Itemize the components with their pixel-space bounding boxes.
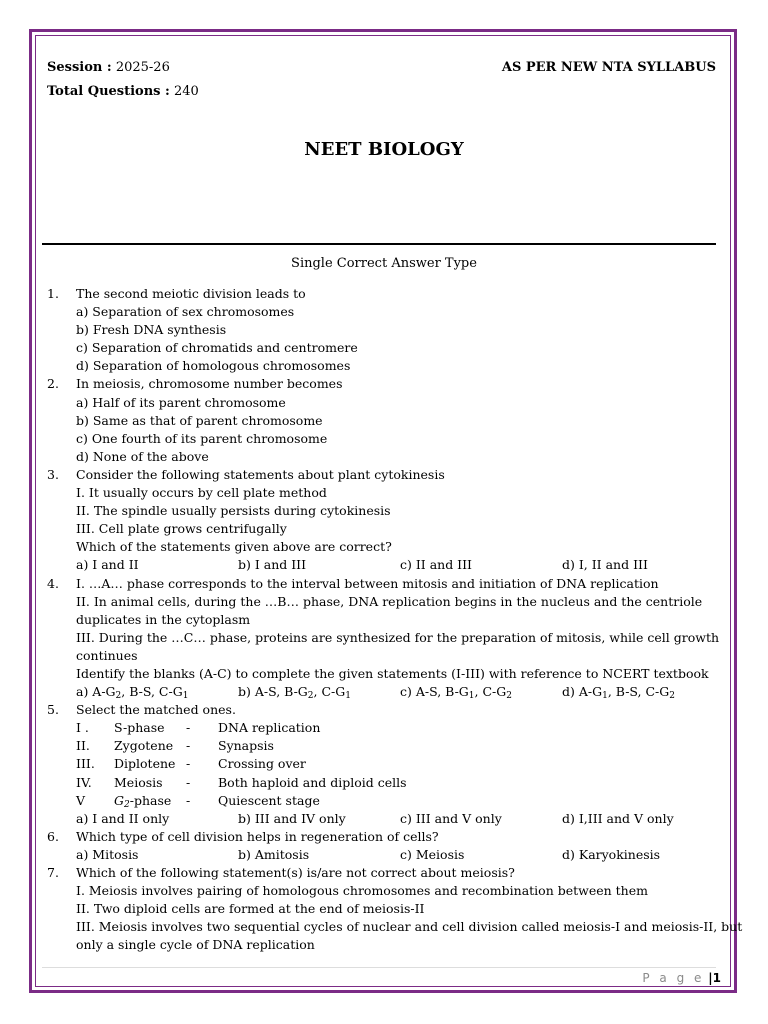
match-cell: Diplotene: [114, 756, 176, 772]
answer-option: b) Fresh DNA synthesis: [76, 322, 227, 338]
answer-option: d) I,III and V only: [562, 810, 674, 826]
match-row: [47, 719, 727, 737]
question-list: [47, 285, 743, 954]
total-questions-label: Total Questions :: [47, 84, 170, 99]
match-cell: II.: [76, 738, 90, 754]
question-text: continues: [76, 647, 138, 663]
match-cell: $G_2$-phase: [114, 792, 172, 810]
match-cell: -: [186, 738, 191, 754]
answer-option: c) One fourth of its parent chromosome: [76, 430, 328, 446]
question-text: I. …A… phase corresponds to the interval between mitosis and initiation of DNA replication: [76, 575, 659, 591]
question-4: [47, 575, 727, 702]
syllabus-note: AS PER NEW NTA SYLLABUS: [501, 60, 716, 75]
question-text: Identify the blanks (A-C) to complete the given statements (I-III) with reference to NCERT textbook: [76, 665, 709, 681]
match-row: [47, 774, 727, 792]
question-number: 3.: [47, 466, 59, 482]
answer-option: d) None of the above: [76, 448, 209, 464]
question-text: Which of the statements given above are correct?: [76, 539, 392, 555]
answer-option: a) I and II only: [76, 810, 170, 826]
question-text: Which type of cell division helps in regeneration of cells?: [76, 828, 439, 844]
question-text: duplicates in the cytoplasm: [76, 611, 251, 627]
question-text: II. In animal cells, during the …B… phase, DNA replication begins in the nucleus and the centriole: [76, 593, 703, 609]
question-text: I. Meiosis involves pairing of homologous chromosomes and recombination between them: [76, 883, 648, 899]
answer-option: c) A-S, $B-G_1$, $C-G_2$: [400, 684, 512, 702]
question-text: I. It usually occurs by cell plate method: [76, 485, 327, 501]
answer-options-row: [47, 683, 727, 701]
answer-option: a) Half of its parent chromosome: [76, 394, 286, 410]
answer-option: d) Karyokinesis: [562, 846, 661, 862]
answer-option: c) Meiosis: [400, 846, 465, 862]
match-cell: I .: [76, 720, 89, 736]
match-row: [47, 737, 727, 755]
answer-options-row: [47, 810, 727, 828]
document-title: NEET BIOLOGY: [304, 139, 464, 160]
page-number: 1: [712, 971, 721, 985]
answer-option: c) III and V only: [400, 810, 502, 826]
match-cell: -: [186, 792, 191, 808]
question-5: [47, 701, 727, 828]
answer-option: a) $A-G_2$, B-S, $C-G_1$: [76, 684, 189, 702]
answer-option: d) I, II and III: [562, 557, 648, 573]
question-text: II. Two diploid cells are formed at the end of meiosis-II: [76, 901, 425, 917]
answer-option: b) I and III: [238, 557, 307, 573]
answer-option: d) $A-G_1$, B-S, $C-G_2$: [562, 684, 675, 702]
answer-option: a) Separation of sex chromosomes: [76, 304, 295, 320]
match-row: [47, 792, 727, 810]
session-label: Session :: [47, 60, 112, 75]
question-text: III. Cell plate grows centrifugally: [76, 521, 287, 537]
question-number: 4.: [47, 575, 59, 591]
question-text: Select the matched ones.: [76, 702, 236, 718]
total-questions-info: [47, 84, 199, 99]
match-cell: IV.: [76, 774, 92, 790]
match-cell: Both haploid and diploid cells: [218, 774, 407, 790]
question-text: Which of the following statement(s) is/are not correct about meiosis?: [76, 865, 515, 880]
question-2: [47, 375, 727, 465]
answer-option: c) II and III: [400, 557, 472, 573]
question-text: The second meiotic division leads to: [76, 286, 306, 301]
match-cell: S-phase: [114, 720, 165, 736]
match-cell: Zygotene: [114, 738, 174, 754]
match-cell: Synapsis: [218, 738, 274, 754]
question-3: [47, 466, 727, 575]
session-info: [47, 60, 170, 75]
match-cell: V: [76, 792, 86, 808]
answer-option: b) Amitosis: [238, 846, 310, 862]
question-text: III. Meiosis involves two sequential cycles of nuclear and cell division called meiosis-I and meiosis-II, but: [76, 919, 743, 935]
match-cell: Crossing over: [218, 756, 306, 772]
page-separator: |: [708, 971, 713, 985]
question-number: 6.: [47, 828, 59, 844]
total-questions-value: 240: [173, 84, 199, 99]
match-cell: III.: [76, 756, 95, 772]
answer-option: b) Same as that of parent chromosome: [76, 412, 323, 428]
question-text: In meiosis, chromosome number becomes: [76, 376, 343, 392]
answer-options-row: [47, 556, 727, 574]
match-row: [47, 755, 727, 773]
footer-divider: [42, 967, 716, 968]
page-footer: [642, 971, 721, 985]
question-number: 2.: [47, 376, 59, 392]
answer-option: c) Separation of chromatids and centromere: [76, 340, 358, 356]
header-divider: [42, 243, 716, 245]
question-1: [47, 285, 727, 375]
match-cell: Meiosis: [114, 774, 163, 790]
question-number: 5.: [47, 702, 59, 718]
question-text: only a single cycle of DNA replication: [76, 937, 315, 953]
question-text: III. During the …C… phase, proteins are synthesized for the preparation of mitosis, while cell growth: [76, 629, 720, 645]
question-7: [47, 864, 743, 954]
question-6: [47, 828, 727, 864]
answer-options-row: [47, 846, 727, 864]
section-heading: Single Correct Answer Type: [291, 256, 477, 271]
page-label: P a g e: [642, 971, 705, 985]
answer-option: a) Mitosis: [76, 846, 139, 862]
question-number: 1.: [47, 286, 59, 301]
session-value: 2025-26: [115, 60, 170, 75]
match-cell: -: [186, 720, 191, 736]
answer-option: b) III and IV only: [238, 810, 346, 826]
question-number: 7.: [47, 865, 59, 880]
answer-option: b) A-S, $B-G_2$, $C-G_1$: [238, 684, 351, 702]
question-text: Consider the following statements about plant cytokinesis: [76, 466, 445, 482]
answer-option: a) I and II: [76, 557, 139, 573]
match-cell: -: [186, 774, 191, 790]
match-cell: Quiescent stage: [218, 792, 320, 808]
question-text: II. The spindle usually persists during cytokinesis: [76, 503, 391, 519]
answer-option: d) Separation of homologous chromosomes: [76, 358, 351, 374]
match-cell: DNA replication: [218, 720, 321, 736]
match-cell: -: [186, 756, 191, 772]
